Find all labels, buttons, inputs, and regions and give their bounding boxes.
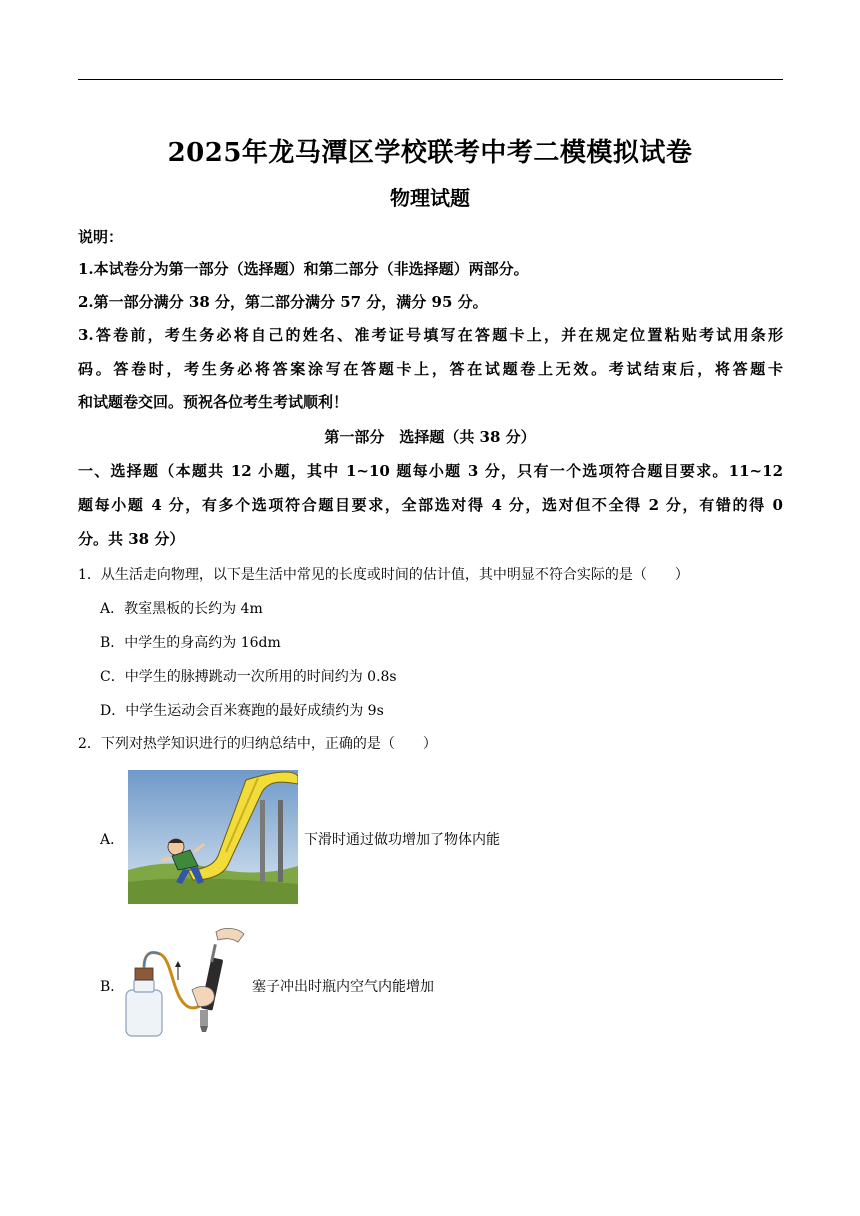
question-1-option-a: A．教室黑板的长约为 4m (100, 601, 263, 617)
part-heading: 第一部分 选择题（共 38 分） (324, 428, 536, 446)
pump-bottle-illustration (120, 924, 250, 1040)
question-1-option-b: B．中学生的身高约为 16dm (100, 635, 281, 651)
notes-item-2: 2.第一部分满分 38 分，第二部分满分 57 分，满分 95 分。 (78, 293, 488, 311)
question-2-option-b-text: 塞子冲出时瓶内空气内能增加 (252, 979, 434, 995)
question-2-option-a-label: A． (100, 832, 125, 848)
notes-heading: 说明： (78, 228, 124, 246)
page-title: 2025年龙马潭区学校联考中考二模模拟试卷 (167, 138, 693, 168)
notes-item-3-line-1: 3.答卷前，考生务必将自己的姓名、准考证号填写在答题卡上，并在规定位置粘贴考试用条形 (78, 326, 783, 344)
section-instructions-line-3: 分。共 38 分） (78, 530, 185, 548)
notes-item-1: 1.本试卷分为第一部分（选择题）和第二部分（非选择题）两部分。 (78, 260, 529, 278)
question-1-option-c: C．中学生的脉搏跳动一次所用的时间约为 0.8s (100, 669, 397, 685)
section-instructions-line-2: 题每小题 4 分，有多个选项符合题目要求，全部选对得 4 分，选对但不全得 2 分，有错的得 0 (78, 496, 783, 514)
question-2-option-a-text: 下滑时通过做功增加了物体内能 (304, 832, 500, 848)
notes-item-3-line-2: 码。答卷时，考生务必将答案涂写在答题卡上，答在试题卷上无效。考试结束后，将答题卡 (78, 360, 783, 378)
header-rule (78, 79, 783, 80)
question-2-option-b-label: B． (100, 979, 125, 995)
page-subtitle: 物理试题 (390, 186, 470, 210)
slide-illustration (128, 770, 298, 904)
notes-item-3-line-3: 和试题卷交回。预祝各位考生考试顺利！ (78, 393, 349, 411)
section-instructions-line-1: 一、选择题（本题共 12 小题，其中 1~10 题每小题 3 分，只有一个选项符合题目要求。11~12 (78, 462, 783, 480)
question-2-stem: 2．下列对热学知识进行的归纳总结中，正确的是（ ） (78, 736, 437, 752)
question-1-option-d: D．中学生运动会百米赛跑的最好成绩约为 9s (100, 703, 384, 719)
question-1-stem: 1．从生活走向物理，以下是生活中常见的长度或时间的估计值，其中明显不符合实际的是（ ） (78, 567, 689, 583)
